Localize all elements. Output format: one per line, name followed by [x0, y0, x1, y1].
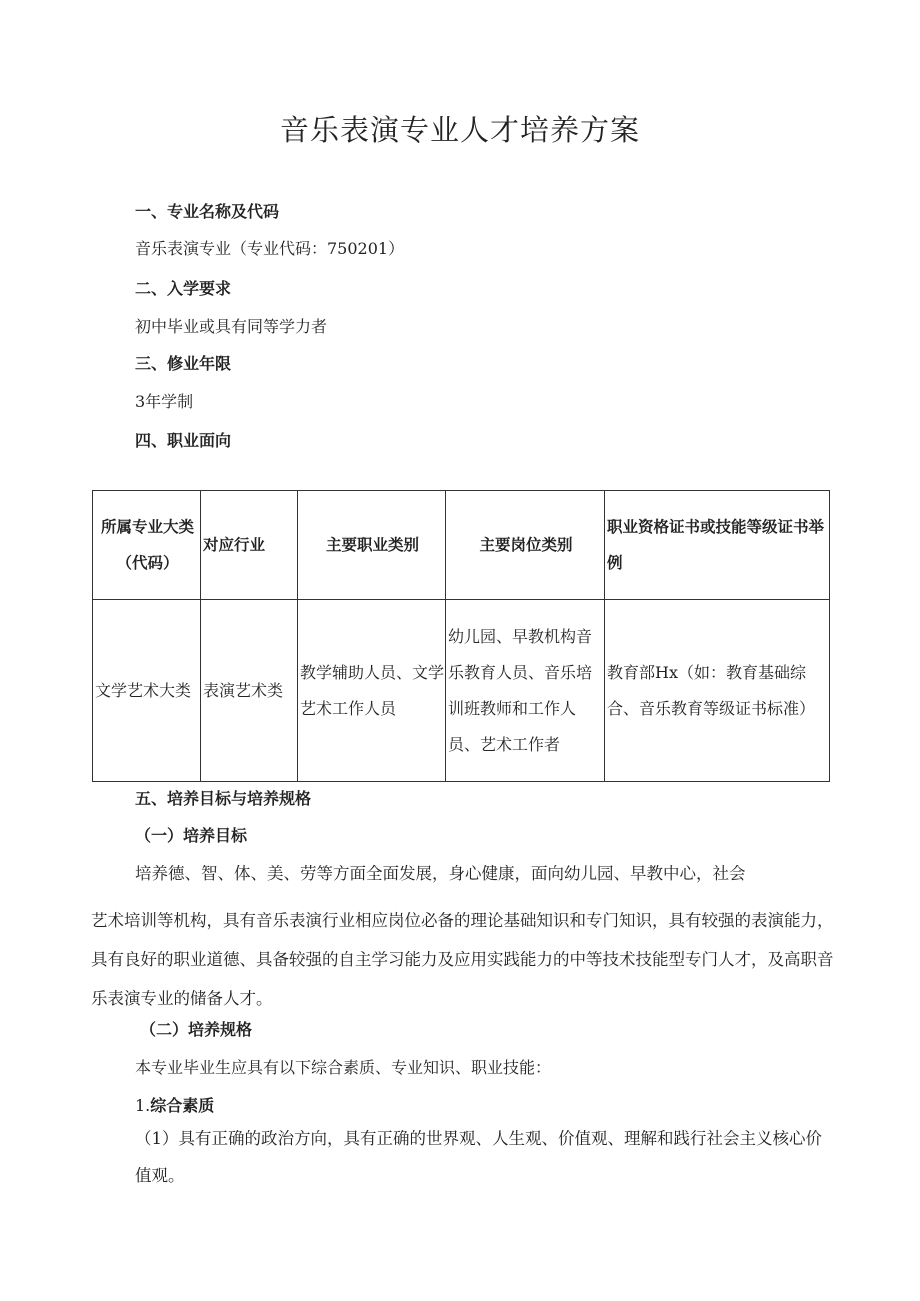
section-5-paragraph-1-first-line: 培养德、智、体、美、劳等方面全面发展，身心健康，面向幼儿园、早教中心，社会 [135, 864, 746, 883]
table-row [93, 600, 830, 782]
item-1-number: 1. [135, 1096, 151, 1115]
table-cell: 幼儿园、早教机构音乐教育人员、音乐培训班教师和工作人员、艺术工作者 [446, 600, 605, 782]
section-3-heading: 三、修业年限 [135, 354, 232, 373]
section-1-heading: 一、专业名称及代码 [135, 202, 280, 221]
table-cell: 教育部Hx（如：教育基础综合、音乐教育等级证书标准） [605, 600, 830, 782]
table-cell: 文学艺术大类 [93, 600, 201, 782]
section-4-heading: 四、职业面向 [135, 431, 232, 450]
section-5-subheading-2: （二）培养规格 [140, 1020, 253, 1039]
section-5-subheading-2-text: 本专业毕业生应具有以下综合素质、专业知识、职业技能： [135, 1058, 552, 1077]
section-5-subheading-1: （一）培养目标 [135, 826, 248, 845]
item-1-label: 综合素质 [150, 1096, 215, 1115]
table-header-cell: 主要职业类别 [298, 491, 446, 600]
section-2-heading: 二、入学要求 [135, 279, 232, 298]
section-1-text: 音乐表演专业（专业代码：750201） [135, 239, 405, 258]
table-cell: 教学辅助人员、文学艺术工作人员 [298, 600, 446, 782]
section-5-heading: 五、培养目标与培养规格 [135, 789, 312, 808]
occupation-table [92, 490, 830, 782]
table-header-cell: 所属专业大类（代码） [93, 491, 201, 600]
table-header-cell: 主要岗位类别 [446, 491, 605, 600]
page-title: 音乐表演专业人才培养方案 [279, 113, 640, 147]
table-header-cell: 职业资格证书或技能等级证书举例 [605, 491, 830, 600]
item-1-heading [135, 1093, 214, 1116]
section-2-text: 初中毕业或具有同等学力者 [135, 317, 328, 336]
table-header-cell: 对应行业 [201, 491, 298, 600]
table-cell: 表演艺术类 [201, 600, 298, 782]
section-5-paragraph-1-continuation: 艺术培训等机构，具有音乐表演行业相应岗位必备的理论基础知识和专门知识，具有较强的表演能力，具有良好的职业道德、具备较强的自主学习能力及应用实践能力的中等技术技能型专门人才，及高职音乐表演专业的储备人才。 [91, 911, 834, 1008]
table-header-row [93, 491, 830, 600]
item-1-paragraph: （1）具有正确的政治方向，具有正确的世界观、人生观、价值观、理解和践行社会主义核心价值观。 [135, 1129, 822, 1185]
section-3-text: 3年学制 [135, 392, 194, 411]
